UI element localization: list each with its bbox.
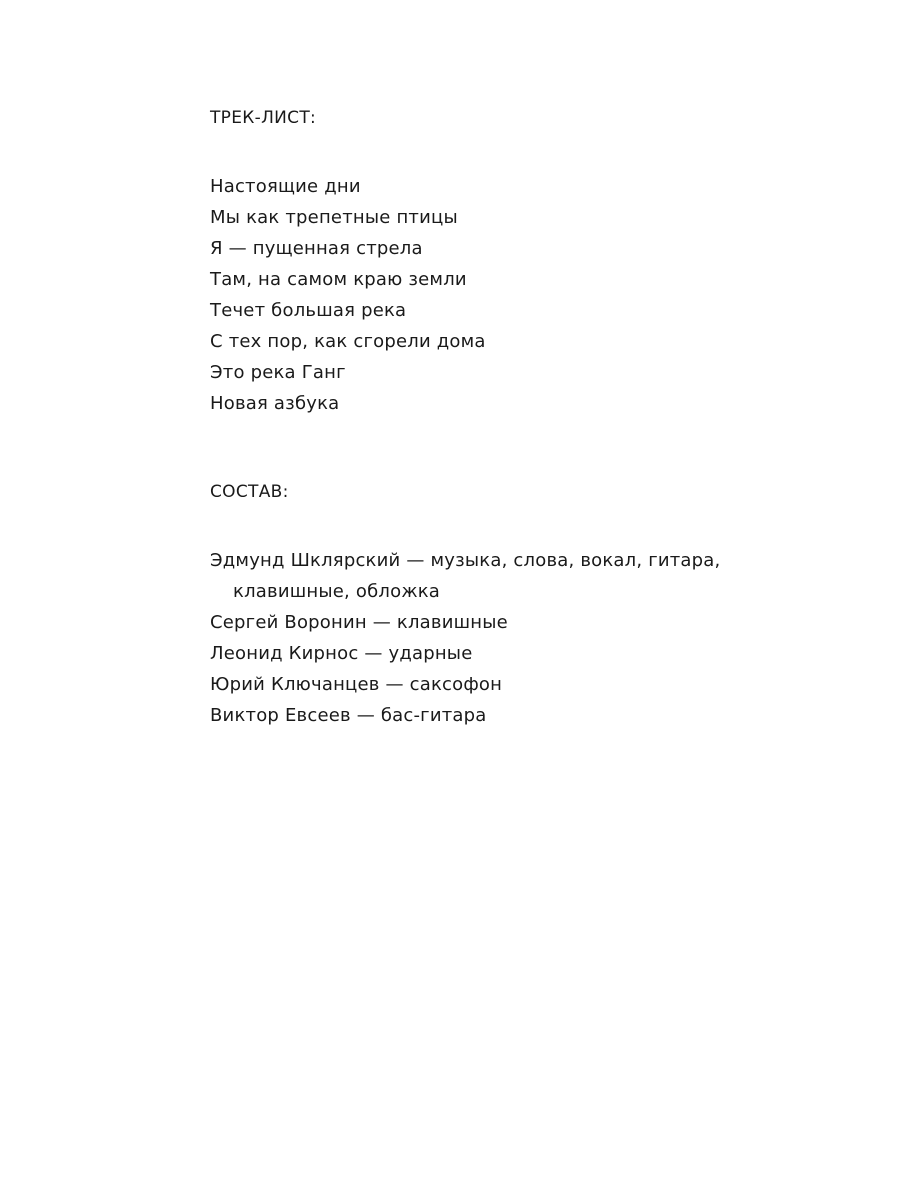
track-item: Новая азбука — [210, 393, 340, 414]
track-item: С тех пор, как сгорели дома — [210, 331, 486, 352]
member-item: Виктор Евсеев — бас-гитара — [210, 705, 487, 726]
track-item: Я — пущенная стрела — [210, 238, 423, 259]
track-list — [210, 171, 830, 419]
track-item: Течет большая река — [210, 300, 407, 321]
member-item: Леонид Кирнос — ударные — [210, 643, 473, 664]
lineup-section — [210, 482, 830, 731]
member-item: Сергей Воронин — клавишные — [210, 612, 508, 633]
tracklist-section — [210, 108, 830, 419]
tracklist-heading: ТРЕК-ЛИСТ: — [210, 108, 317, 128]
track-item: Настоящие дни — [210, 176, 361, 197]
member-item: Эдмунд Шклярский — музыка, слова, вокал, гитара, клавишные, обложка — [210, 550, 721, 602]
track-item: Это река Ганг — [210, 362, 346, 383]
member-item: Юрий Ключанцев — саксофон — [210, 674, 503, 695]
track-item: Мы как трепетные птицы — [210, 207, 458, 228]
member-list — [210, 545, 830, 731]
track-item: Там, на самом краю земли — [210, 269, 467, 290]
lineup-heading: СОСТАВ: — [210, 482, 289, 502]
